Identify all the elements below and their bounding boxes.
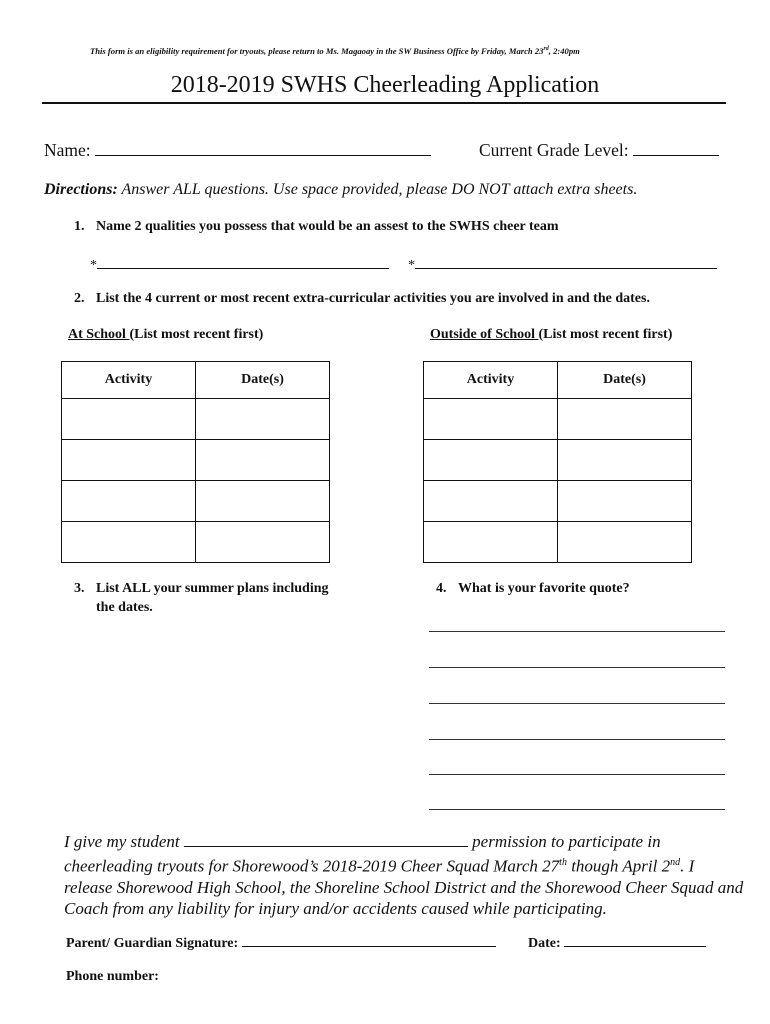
page-title: 2018-2019 SWHS Cheerleading Application (170, 72, 600, 98)
table-row (62, 399, 330, 440)
phone-label: Phone number: (66, 969, 159, 984)
question-2-text: List the 4 current or most recent extra-curricular activities you are involved in and the dates. (96, 291, 650, 306)
date-cell[interactable] (196, 522, 330, 563)
table-row (424, 522, 692, 563)
activity-cell[interactable] (424, 399, 558, 440)
date-field[interactable] (528, 933, 706, 952)
activity-cell[interactable] (424, 440, 558, 481)
notice-text: This form is an eligibility requirement for tryouts, please return to Ms. Magaoay in the SW Business Office by Friday, March 23 (90, 46, 544, 56)
quote-line[interactable] (429, 809, 725, 810)
question-4-text: What is your favorite quote? (458, 581, 630, 596)
dates-header: Date(s) (196, 362, 330, 399)
consent-statement (64, 831, 744, 919)
question-1-text: Name 2 qualities you possess that would be an assest to the SWHS cheer team (96, 219, 559, 234)
activity-cell[interactable] (62, 522, 196, 563)
table-header-row (62, 362, 330, 399)
activity-cell[interactable] (62, 481, 196, 522)
table-row (62, 440, 330, 481)
quality-2-line[interactable] (415, 254, 717, 269)
activity-header: Activity (424, 362, 558, 399)
quote-line[interactable] (429, 667, 725, 668)
quote-line[interactable] (429, 739, 725, 740)
parent-signature-label: Parent/ Guardian Signature: (66, 936, 239, 951)
quote-line[interactable] (429, 703, 725, 704)
question-3-line2: the dates. (96, 600, 153, 615)
grade-input-line[interactable] (633, 141, 719, 156)
question-4 (436, 581, 630, 597)
outside-school-label: Outside of School (430, 327, 539, 342)
table-row (424, 440, 692, 481)
date-cell[interactable] (558, 481, 692, 522)
question-1 (74, 219, 559, 235)
consent-text-3: though April 2 (566, 856, 671, 876)
directions-text: Answer ALL questions. Use space provided, please DO NOT attach extra sheets. (117, 181, 638, 198)
table-row (62, 481, 330, 522)
activity-cell[interactable] (424, 522, 558, 563)
outside-school-table (423, 361, 692, 563)
question-2-number: 2. (74, 291, 85, 306)
date-cell[interactable] (558, 522, 692, 563)
at-school-note: (List most recent first) (129, 327, 264, 342)
directions (44, 181, 637, 199)
eligibility-notice (90, 46, 580, 56)
quote-line[interactable] (429, 631, 725, 632)
table-header-row (424, 362, 692, 399)
table-row (424, 399, 692, 440)
at-school-heading (68, 327, 263, 343)
date-cell[interactable] (558, 440, 692, 481)
table-row (62, 522, 330, 563)
parent-signature-line[interactable] (242, 933, 496, 947)
parent-signature-field[interactable] (66, 933, 496, 952)
quote-line[interactable] (429, 774, 725, 775)
consent-sup-1: th (559, 857, 567, 868)
quality-1-line[interactable] (97, 254, 389, 269)
consent-sup-2: nd (670, 857, 681, 868)
at-school-table (61, 361, 330, 563)
activity-cell[interactable] (424, 481, 558, 522)
name-input-line[interactable] (95, 141, 431, 156)
activity-cell[interactable] (62, 399, 196, 440)
question-4-number: 4. (436, 581, 447, 596)
question-1-number: 1. (74, 219, 85, 234)
student-name-line[interactable] (184, 832, 468, 847)
question-3 (74, 581, 329, 597)
directions-label: Directions: (44, 181, 118, 198)
consent-text-1: I give my student (64, 832, 184, 851)
grade-label: Current Grade Level: (479, 140, 629, 160)
date-cell[interactable] (196, 399, 330, 440)
question-3-text: List ALL your summer plans including (96, 581, 329, 596)
grade-field[interactable] (479, 140, 719, 161)
at-school-label: At School (68, 327, 130, 342)
date-cell[interactable] (196, 481, 330, 522)
dates-header: Date(s) (558, 362, 692, 399)
date-label: Date: (528, 936, 561, 951)
phone-field[interactable] (66, 969, 159, 985)
outside-school-heading (430, 327, 672, 343)
title-divider (42, 102, 726, 104)
consent-text-2: permission to participate in cheerleading tryouts for Shorewood’s 2018-2019 Cheer Squad March 27 (64, 832, 661, 876)
question-2 (74, 291, 650, 307)
date-cell[interactable] (558, 399, 692, 440)
quality-2-bullet: * (408, 258, 415, 273)
consent-text-4: . I release Shorewood High School, the Shoreline School District and the Shorewood Cheer Squad and Coach from any liability for injury and/or accidents caused while participating. (64, 856, 744, 918)
summer-plans-answer-area[interactable] (64, 620, 404, 820)
question-3-number: 3. (74, 581, 85, 596)
name-field[interactable] (44, 140, 431, 161)
name-label: Name: (44, 140, 91, 160)
quality-2-field[interactable] (408, 254, 717, 274)
date-cell[interactable] (196, 440, 330, 481)
activity-header: Activity (62, 362, 196, 399)
notice-time: , 2:40pm (548, 46, 580, 56)
notice-sup: rd (543, 46, 549, 53)
date-line[interactable] (564, 933, 706, 947)
outside-school-note: (List most recent first) (538, 327, 673, 342)
table-row (424, 481, 692, 522)
quality-1-field[interactable] (90, 254, 389, 274)
activity-cell[interactable] (62, 440, 196, 481)
quality-1-bullet: * (90, 258, 97, 273)
